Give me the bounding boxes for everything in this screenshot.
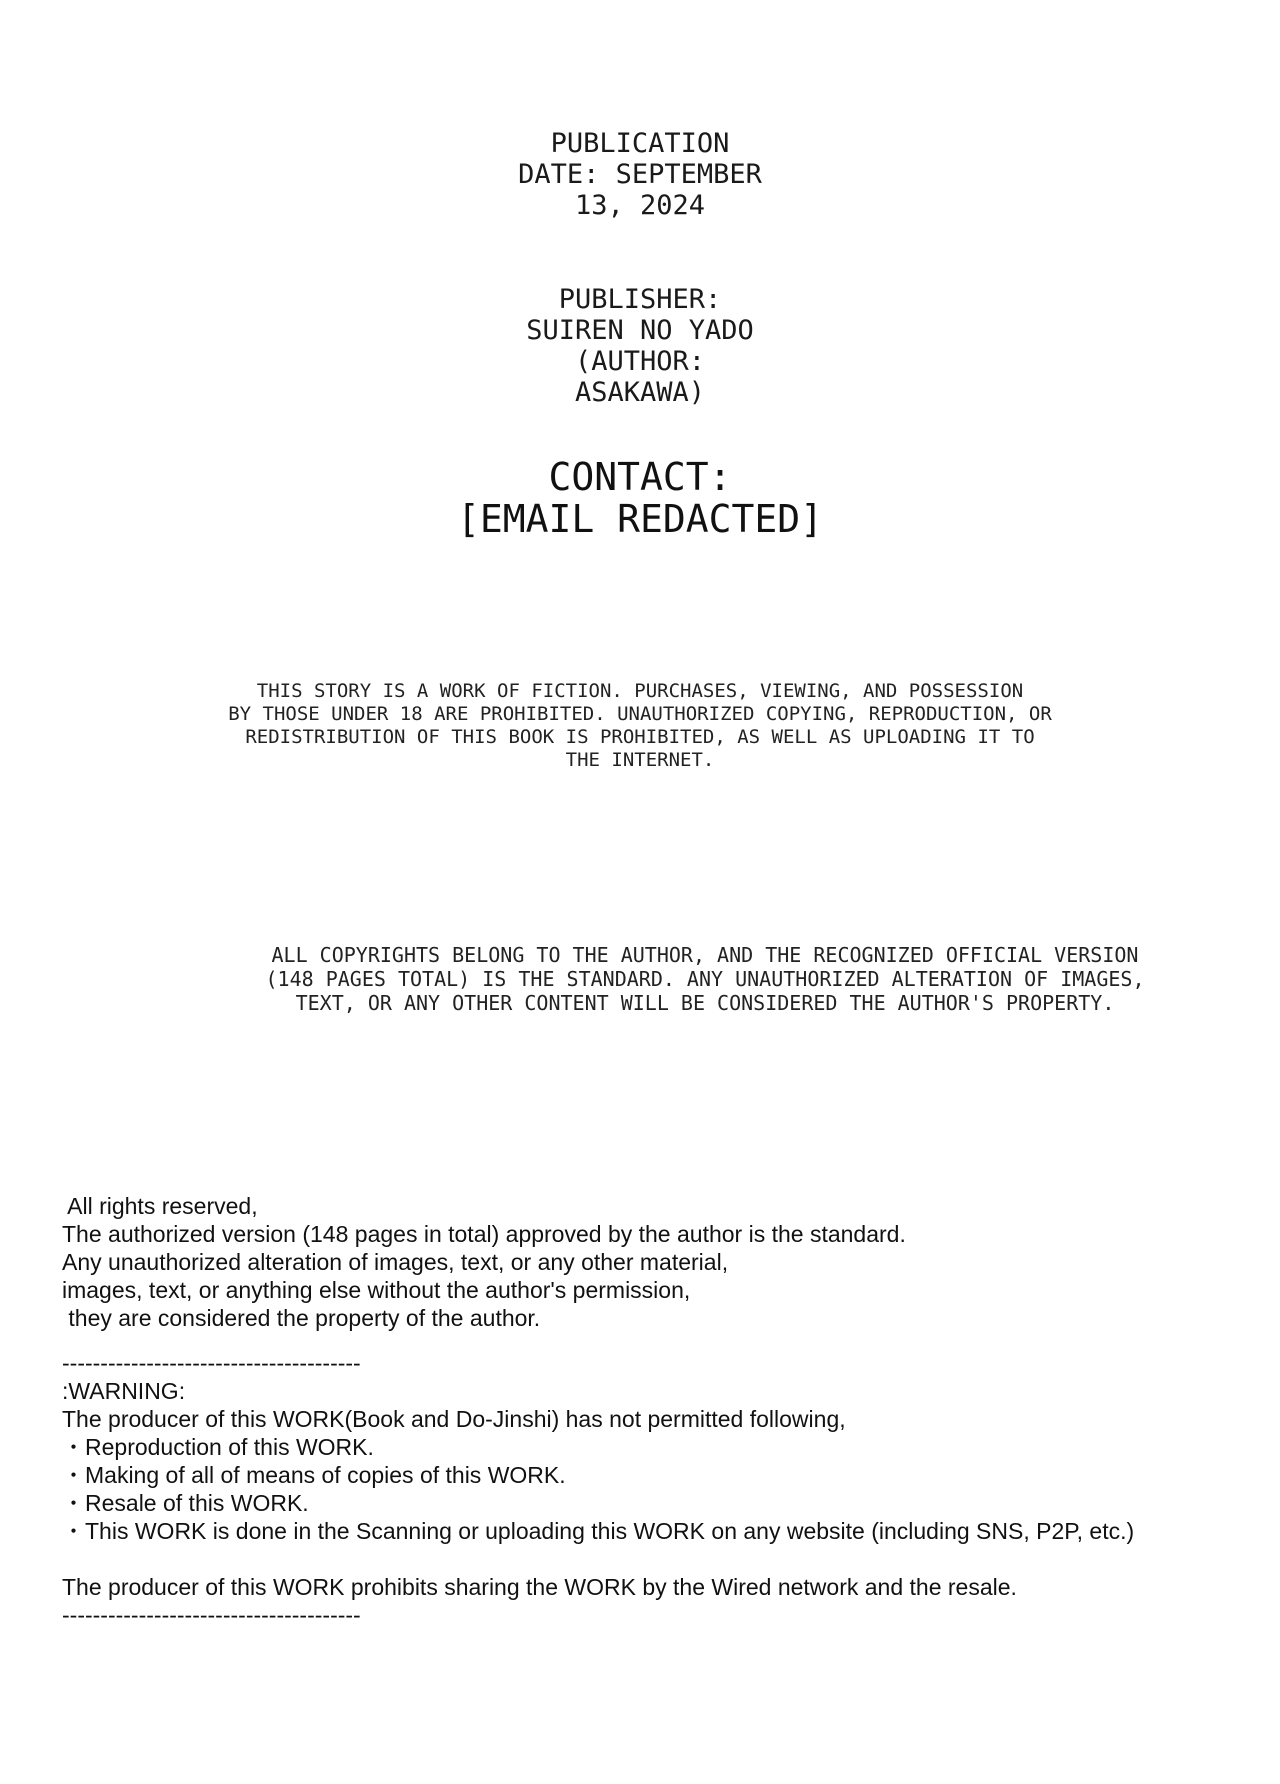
warning-intro: The producer of this WORK(Book and Do-Jinshi) has not permitted following, <box>62 1406 846 1432</box>
copyright-notice: ALL COPYRIGHTS BELONG TO THE AUTHOR, AND THE RECOGNIZED OFFICIAL VERSION (148 PAGES TOTAL) IS THE STANDARD. ANY UNAUTHORIZED ALTERATION OF IMAGES, TEXT, OR ANY OTHER CONTENT WILL BE CONSIDERED THE AUTHOR'S PROPERTY. <box>265 943 1145 1015</box>
warning-item: ・Making of all of means of copies of this WORK. <box>62 1462 566 1488</box>
publisher-info: PUBLISHER: SUIREN NO YADO (AUTHOR: ASAKAWA) <box>526 284 754 408</box>
rights-line: images, text, or anything else without the author's permission, <box>62 1277 691 1303</box>
warning-item: ・Reproduction of this WORK. <box>62 1434 374 1460</box>
rights-line: they are considered the property of the author. <box>62 1305 541 1331</box>
rights-line: Any unauthorized alteration of images, text, or any other material, <box>62 1249 729 1275</box>
divider: --------------------------------------- <box>62 1602 361 1628</box>
warning-item: ・This WORK is done in the Scanning or uploading this WORK on any website (including SNS, P2P, etc.) <box>62 1518 1135 1544</box>
warning-section <box>62 1349 1252 1629</box>
warning-title: :WARNING: <box>62 1378 186 1404</box>
rights-line: All rights reserved, <box>62 1193 258 1219</box>
warning-item: ・Resale of this WORK. <box>62 1490 309 1516</box>
divider: --------------------------------------- <box>62 1350 361 1376</box>
rights-statement <box>62 1192 1242 1332</box>
warning-closing: The producer of this WORK prohibits sharing the WORK by the Wired network and the resale. <box>62 1574 1017 1600</box>
contact-info: CONTACT: [EMAIL REDACTED] <box>456 455 824 541</box>
publication-date: PUBLICATION DATE: SEPTEMBER 13, 2024 <box>518 128 762 221</box>
fiction-notice: THIS STORY IS A WORK OF FICTION. PURCHASES, VIEWING, AND POSSESSION BY THOSE UNDER 18 ARE PROHIBITED. UNAUTHORIZED COPYING, REPRODUCTION, OR REDISTRIBUTION OF THIS BOOK IS PROHIBITED, AS WELL AS UPLOADING IT TO THE INTERNET. <box>228 680 1052 771</box>
rights-line: The authorized version (148 pages in total) approved by the author is the standard. <box>62 1221 906 1247</box>
